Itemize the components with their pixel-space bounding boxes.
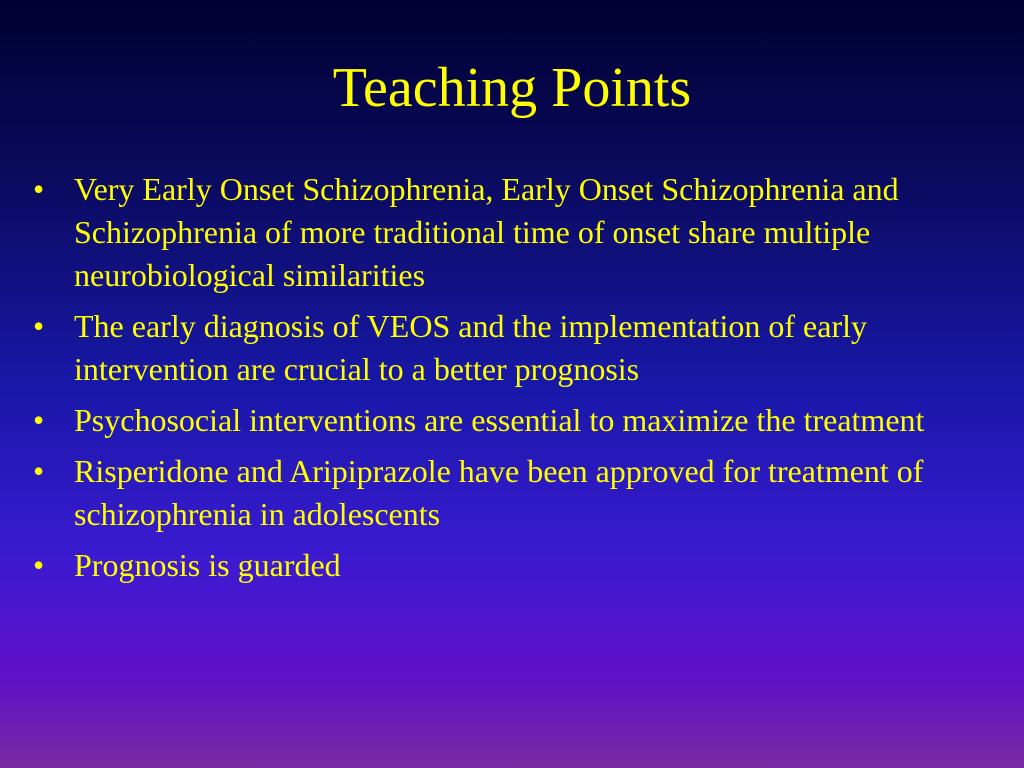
bullet-text: Risperidone and Aripiprazole have been approved for treatment of schizophrenia in adolescents [74, 453, 924, 532]
bullet-dot-icon: • [33, 453, 45, 489]
bullet-item [0, 168, 1000, 297]
bullet-dot-icon: • [33, 308, 45, 344]
bullet-text: Psychosocial interventions are essential to maximize the treatment [74, 402, 925, 438]
bullet-dot-icon: • [33, 402, 45, 438]
bullet-text: Prognosis is guarded [74, 547, 341, 583]
bullet-list [0, 168, 1000, 595]
bullet-item [0, 399, 1000, 442]
bullet-dot-icon: • [33, 547, 45, 583]
bullet-item [0, 544, 1000, 587]
bullet-item [0, 305, 1000, 391]
bullet-text: Very Early Onset Schizophrenia, Early Onset Schizophrenia and Schizophrenia of more traditional time of onset share multiple neurobiological similarities [74, 171, 899, 293]
bullet-text: The early diagnosis of VEOS and the implementation of early intervention are crucial to a better prognosis [74, 308, 867, 387]
slide-title: Teaching Points [332, 57, 692, 119]
bullet-item [0, 450, 1000, 536]
bullet-dot-icon: • [33, 171, 45, 207]
